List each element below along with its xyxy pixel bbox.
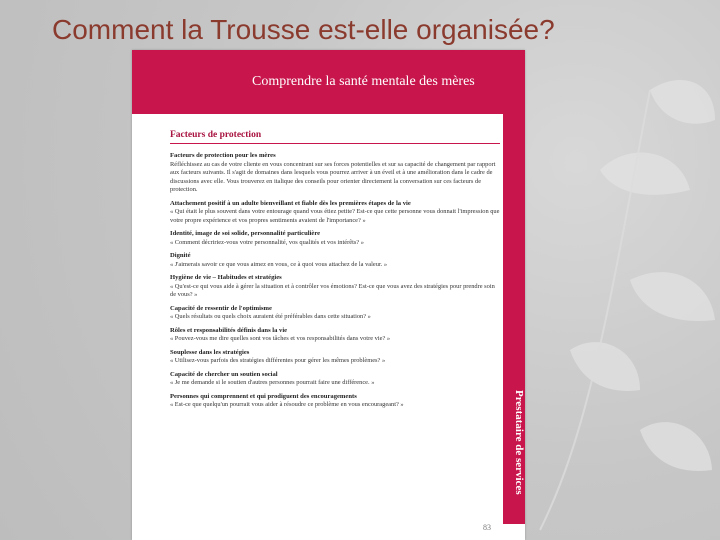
page-header-title: Comprendre la santé mentale des mères [252,74,475,89]
page-header [132,50,525,114]
block-text: « Qu'est-ce qui vous aide à gérer la situation et à contrôler vos émotions? Est-ce que vous avez des stratégies pour prendre soin de vous? » [170,282,495,298]
block-heading: Personnes qui comprennent et qui prodiguent des encouragements [170,392,357,400]
block-text: Réfléchissez au cas de votre cliente en vous concentrant sur ses forces potentielles et sur sa capacité de changement par rapport aux facteurs suivants. Il s'agit de domaines dans lesquels vous pourrez arriver à un éveil et à une amélioration dans le cadre de discussions avec elle. Vous trouverez en italique des conseils pour orienter directement la conversation sur ces facteurs de protection. [170,160,496,193]
block-flexibility [170,349,500,366]
block-heading: Facteurs de protection pour les mères [170,152,276,159]
page-content [170,130,500,415]
page-number: 83 [483,523,491,532]
block-text: « Est-ce que quelqu'un pourrait vous aider à résoudre ce problème en vous encourageant? » [170,401,404,408]
block-heading: Capacité de chercher un soutien social [170,370,278,378]
block-lifestyle [170,274,500,300]
block-text: « Utilisez-vous parfois des stratégies différentes pour gérer les mêmes problèmes? » [170,357,386,364]
block-attachment [170,200,500,226]
block-text: « Comment décririez-vous votre personnalité, vos qualités et vos intérêts? » [170,238,364,246]
block-heading: Souplesse dans les stratégies [170,348,250,356]
leaf-decoration [530,50,720,540]
block-roles [170,327,500,344]
block-text: « Je me demande si le soutien d'autres personnes pourrait faire une différence. » [170,379,375,386]
block-heading: Attachement positif à un adulte bienveillant et fiable dès les premières étapes de la vie [170,199,411,207]
block-optimism [170,305,500,322]
block-text: « Pouvez-vous me dire quelles sont vos tâches et vos responsabilités dans votre vie? » [170,335,391,342]
block-encouragement [170,393,500,410]
block-heading: Identité, image de soi solide, personnalité particulière [170,230,321,237]
block-heading: Rôles et responsabilités définis dans la vie [170,326,288,334]
block-heading: Hygiène de vie – Habitudes et stratégies [170,274,282,281]
side-label: Prestataire de services [513,390,525,495]
block-heading: Capacité de ressentir de l'optimisme [170,304,272,312]
block-text: « Quels résultats ou quels choix auraient été préférables dans cette situation? » [170,313,371,320]
block-text: « J'aimerais savoir ce que vous aimez en vous, ce à quoi vous attachez de la valeur. » [170,260,388,268]
block-identity [170,230,500,247]
block-protection-factors [170,152,500,195]
block-heading: Dignité [170,252,191,259]
section-title: Facteurs de protection [170,130,500,144]
document-page [132,50,525,540]
slide-title: Comment la Trousse est-elle organisée? [52,14,555,45]
block-text: « Qui était le plus souvent dans votre entourage quand vous étiez petite? Est-ce que cette personne vous donnait l'impression que votre propre expérience et vos propres sentiments avaient de l'importance? » [170,208,500,224]
block-dignity [170,252,500,269]
block-social-support [170,371,500,388]
